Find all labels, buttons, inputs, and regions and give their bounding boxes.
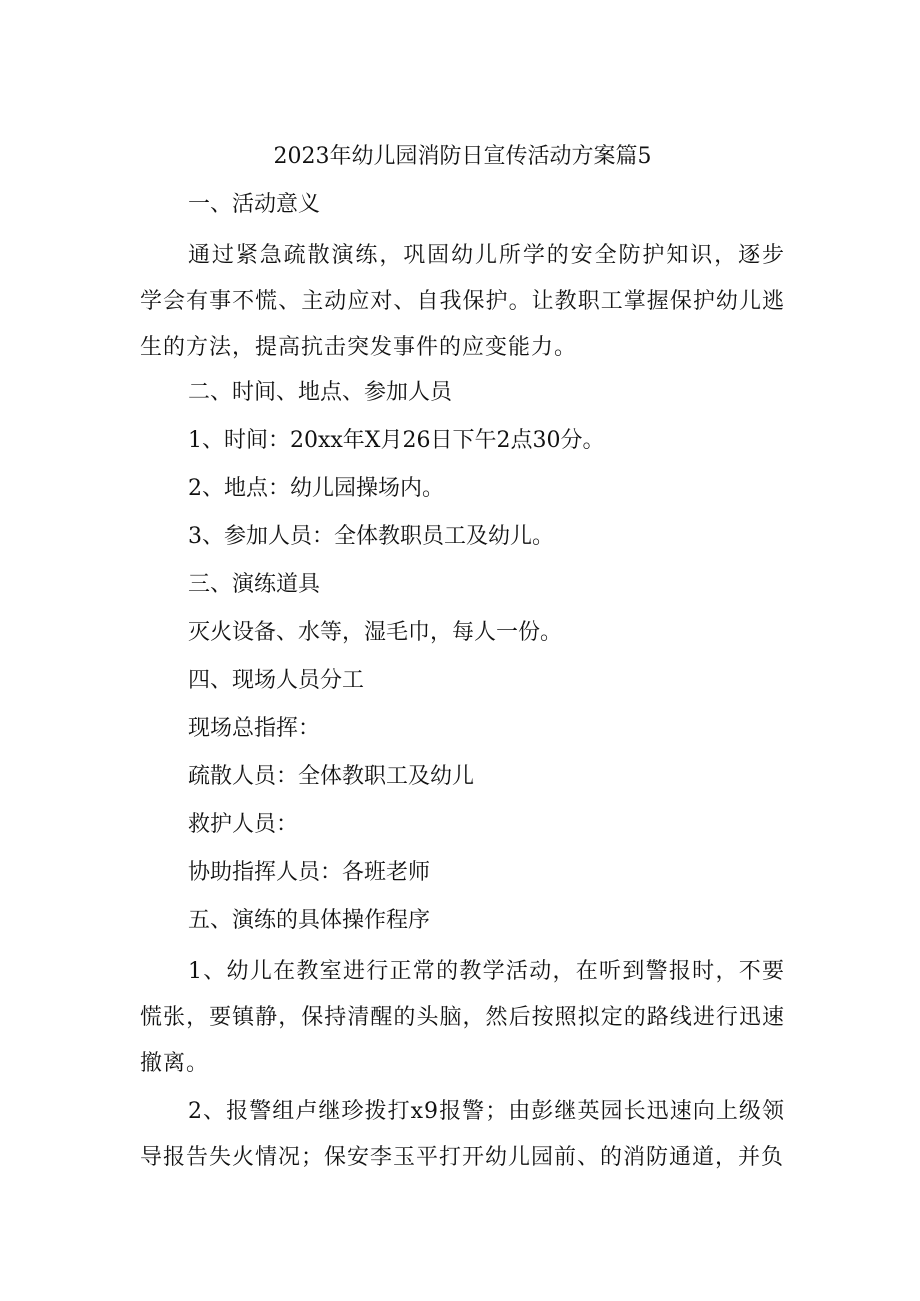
paragraph-procedure-step-2: 2、报警组卢继珍拨打x9报警；由彭继英园长迅速向上级领导报告失火情况；保安李玉平打开幼儿园前、的消防通道，并负 — [140, 1099, 785, 1170]
paragraph-procedure-step-1: 1、幼儿在教室进行正常的教学活动，在听到警报时，不要慌张，要镇静，保持清醒的头脑，然后按照拟定的路线进行迅速撤离。 — [140, 959, 785, 1076]
line-commander: 现场总指挥： — [188, 716, 321, 741]
line-place: 2、地点：幼儿园操场内。 — [188, 476, 444, 501]
line-props: 灭火设备、水等，湿毛巾，每人一份。 — [188, 620, 563, 645]
section-heading-procedure: 五、演练的具体操作程序 — [188, 908, 431, 933]
line-time: 1、时间：20xx年X月26日下午2点30分。 — [188, 428, 605, 453]
document-body — [140, 137, 785, 1183]
paragraph-purpose: 通过紧急疏散演练，巩固幼儿所学的安全防护知识，逐步学会有事不慌、主动应对、自我保护。让教职工掌握保护幼儿逃生的方法，提高抗击突发事件的应变能力。 — [140, 243, 785, 360]
line-evacuation: 疏散人员：全体教职工及幼儿 — [188, 764, 475, 789]
section-heading-props: 三、演练道具 — [188, 572, 321, 597]
line-assist: 协助指挥人员：各班老师 — [188, 860, 431, 885]
section-heading-roles: 四、现场人员分工 — [188, 668, 365, 693]
line-rescue: 救护人员： — [188, 812, 299, 837]
section-heading-time-place-people: 二、时间、地点、参加人员 — [188, 380, 453, 405]
section-heading-purpose: 一、活动意义 — [188, 192, 321, 217]
line-participants: 3、参加人员：全体教职员工及幼儿。 — [188, 524, 554, 549]
document-title: 2023年幼儿园消防日宣传活动方案篇5 — [273, 144, 652, 169]
